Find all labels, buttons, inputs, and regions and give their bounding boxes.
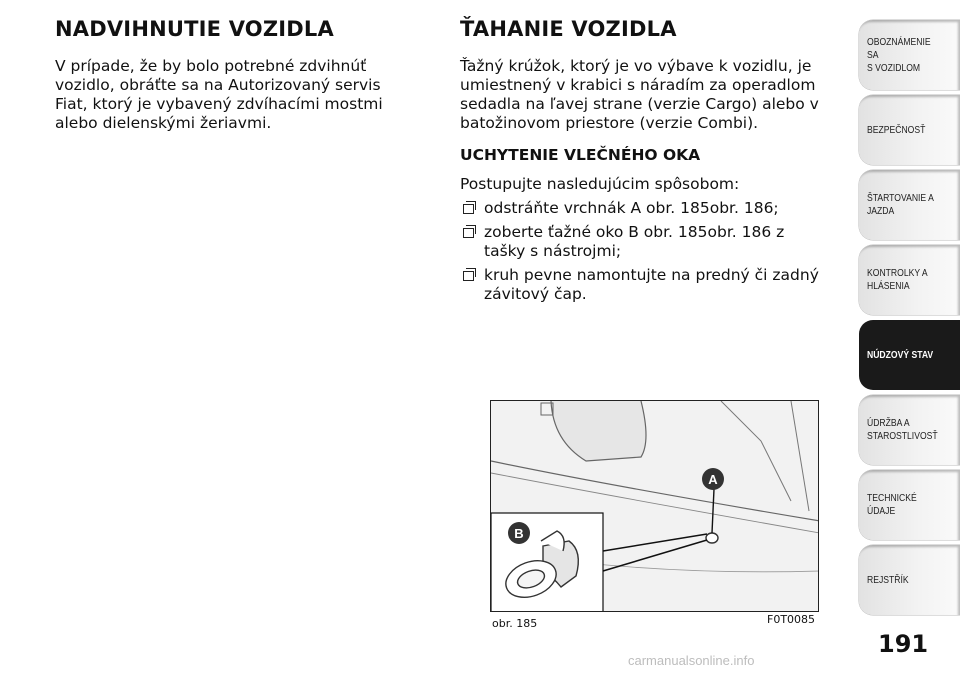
tab-bezpecnost[interactable]: BEZPEČNOSŤ: [859, 95, 960, 165]
towing-paragraph: Ťažný krúžok, ktorý je vo výbave k vozidlu, je umiestnený v krabici s náradím za operadlom sedadla na ľavej strane (verzie Cargo) alebo v batožinovom priestore (verzie Combi).: [460, 57, 819, 132]
procedure-step: zoberte ťažné oko B obr. 185obr. 186 z tašky s nástrojmi;: [460, 223, 830, 261]
chapter-tabs: [859, 20, 960, 620]
callout-b: B: [508, 522, 530, 544]
procedure-steps: [460, 199, 830, 309]
tab-rejstrik[interactable]: REJSTŘÍK: [859, 545, 960, 615]
checkbox-bullet-icon: [463, 204, 474, 214]
callout-a: A: [702, 468, 724, 490]
procedure-intro: Postupujte nasledujúcim spôsobom:: [460, 175, 740, 193]
figure-caption: obr. 185: [492, 617, 538, 630]
section-title-towing: ŤAHANIE VOZIDLA: [460, 17, 677, 41]
bumper-drawing: [491, 401, 819, 612]
section-title-lifting: NADVIHNUTIE VOZIDLA: [55, 17, 334, 41]
page-number: 191: [878, 630, 929, 658]
figure-code: F0T0085: [767, 613, 816, 626]
subsection-title-tow-eye: UCHYTENIE VLEČNÉHO OKA: [460, 146, 701, 164]
lifting-paragraph: V prípade, že by bolo potrebné zdvihnúť vozidlo, obráťte sa na Autorizovaný servis Fiat, ktorý je vybavený zdvíhacími mostmi alebo dielenskými žeriavmi.: [55, 57, 383, 132]
tab-nudzovy-stav[interactable]: NÚDZOVÝ STAV: [859, 320, 960, 390]
procedure-step: kruh pevne namontujte na predný či zadný závitový čap.: [460, 266, 830, 304]
tab-oboznamenie[interactable]: OBOZNÁMENIE SA S VOZIDLOM: [859, 20, 960, 90]
tab-startovanie[interactable]: ŠTARTOVANIE A JAZDA: [859, 170, 960, 240]
procedure-step: odstráňte vrchnák A obr. 185obr. 186;: [460, 199, 830, 218]
checkbox-bullet-icon: [463, 228, 474, 238]
towing-eye-illustration: [490, 400, 819, 612]
tab-kontrolky[interactable]: KONTROLKY A HLÁSENIA: [859, 245, 960, 315]
checkbox-bullet-icon: [463, 271, 474, 281]
tab-udrzba[interactable]: ÚDRŽBA A STAROSTLIVOSŤ: [859, 395, 960, 465]
tab-technicke-udaje[interactable]: TECHNICKÉ ÚDAJE: [859, 470, 960, 540]
watermark: carmanualsonline.info: [628, 653, 755, 668]
